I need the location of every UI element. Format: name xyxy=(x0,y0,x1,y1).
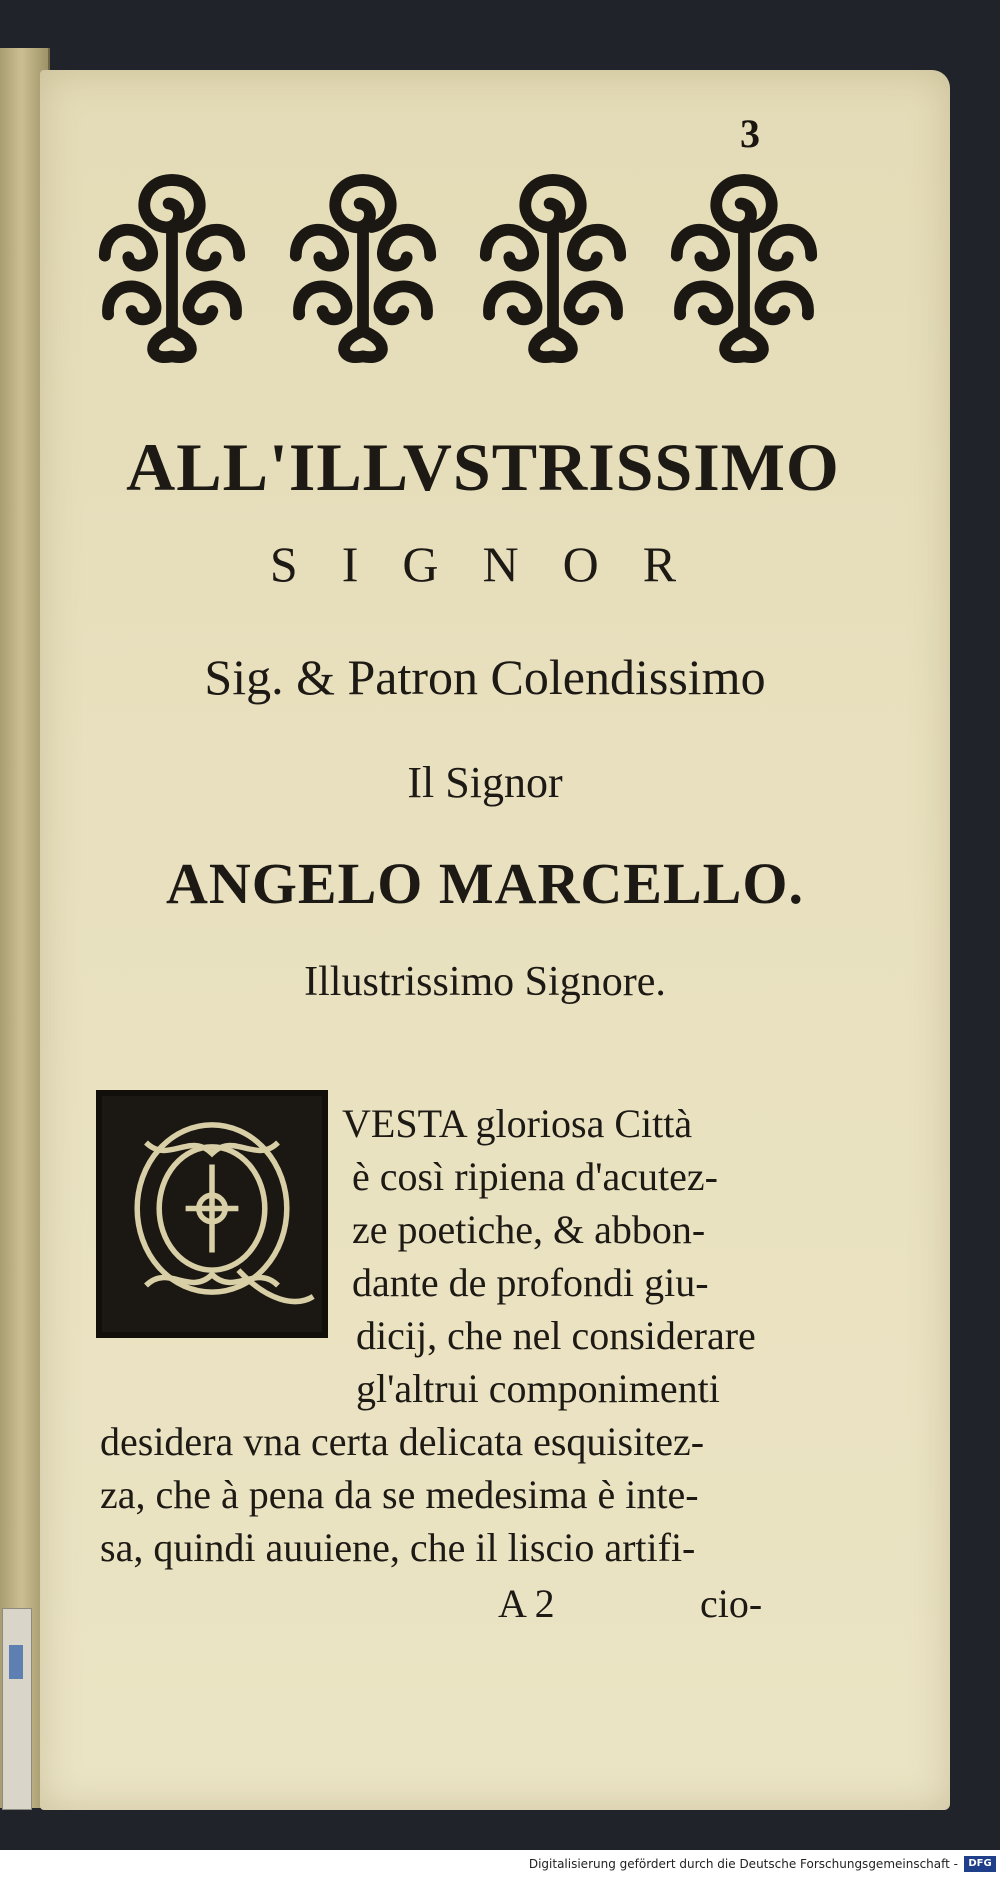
salutation: Illustrissimo Signore. xyxy=(304,959,666,1005)
catchword: cio- xyxy=(700,1581,763,1626)
footer-credit: Digitalisierung gefördert durch die Deutsche Forschungsgemeinschaft - xyxy=(528,1857,958,1871)
fleuron-ornament-icon xyxy=(469,160,637,368)
dedication-title: ALL'ILLVSTRISSIMO xyxy=(126,429,840,505)
decorated-initial-q-icon xyxy=(96,1090,328,1338)
body-text-line: ze poetiche, & abbon- xyxy=(352,1207,706,1252)
body-text-line: desidera vna certa delicata esquisitez- xyxy=(100,1419,705,1464)
body-text-line: gl'altrui componimenti xyxy=(356,1366,720,1411)
body-text-line: sa, quindi auuiene, che il liscio artifi- xyxy=(100,1525,696,1570)
dfg-logo-icon: DFG xyxy=(964,1856,996,1872)
dedication-patron: Sig. & Patron Colendissimo xyxy=(204,649,766,705)
body-text-line: VESTA gloriosa Città xyxy=(342,1101,693,1146)
dedication-il-signor: Il Signor xyxy=(407,758,563,807)
body-text-line: è così ripiena d'acutez- xyxy=(352,1154,718,1199)
signature-mark: A 2 xyxy=(498,1581,555,1626)
library-label xyxy=(2,1608,32,1810)
body-text-line: za, che à pena da se medesima è inte- xyxy=(100,1472,699,1517)
ornament-band xyxy=(88,160,828,370)
footer-bar xyxy=(0,1850,1000,1879)
fleuron-ornament-icon xyxy=(660,160,828,368)
fleuron-ornament-icon xyxy=(279,160,447,368)
dedication-signor: SIGNOR xyxy=(269,536,721,592)
dedicatee-name: ANGELO MARCELLO. xyxy=(166,851,804,916)
body-text-line: dante de profondi giu- xyxy=(352,1260,709,1305)
page-folio-number: 3 xyxy=(740,111,760,156)
body-text-line: dicij, che nel considerare xyxy=(356,1313,756,1358)
fleuron-ornament-icon xyxy=(88,160,256,368)
